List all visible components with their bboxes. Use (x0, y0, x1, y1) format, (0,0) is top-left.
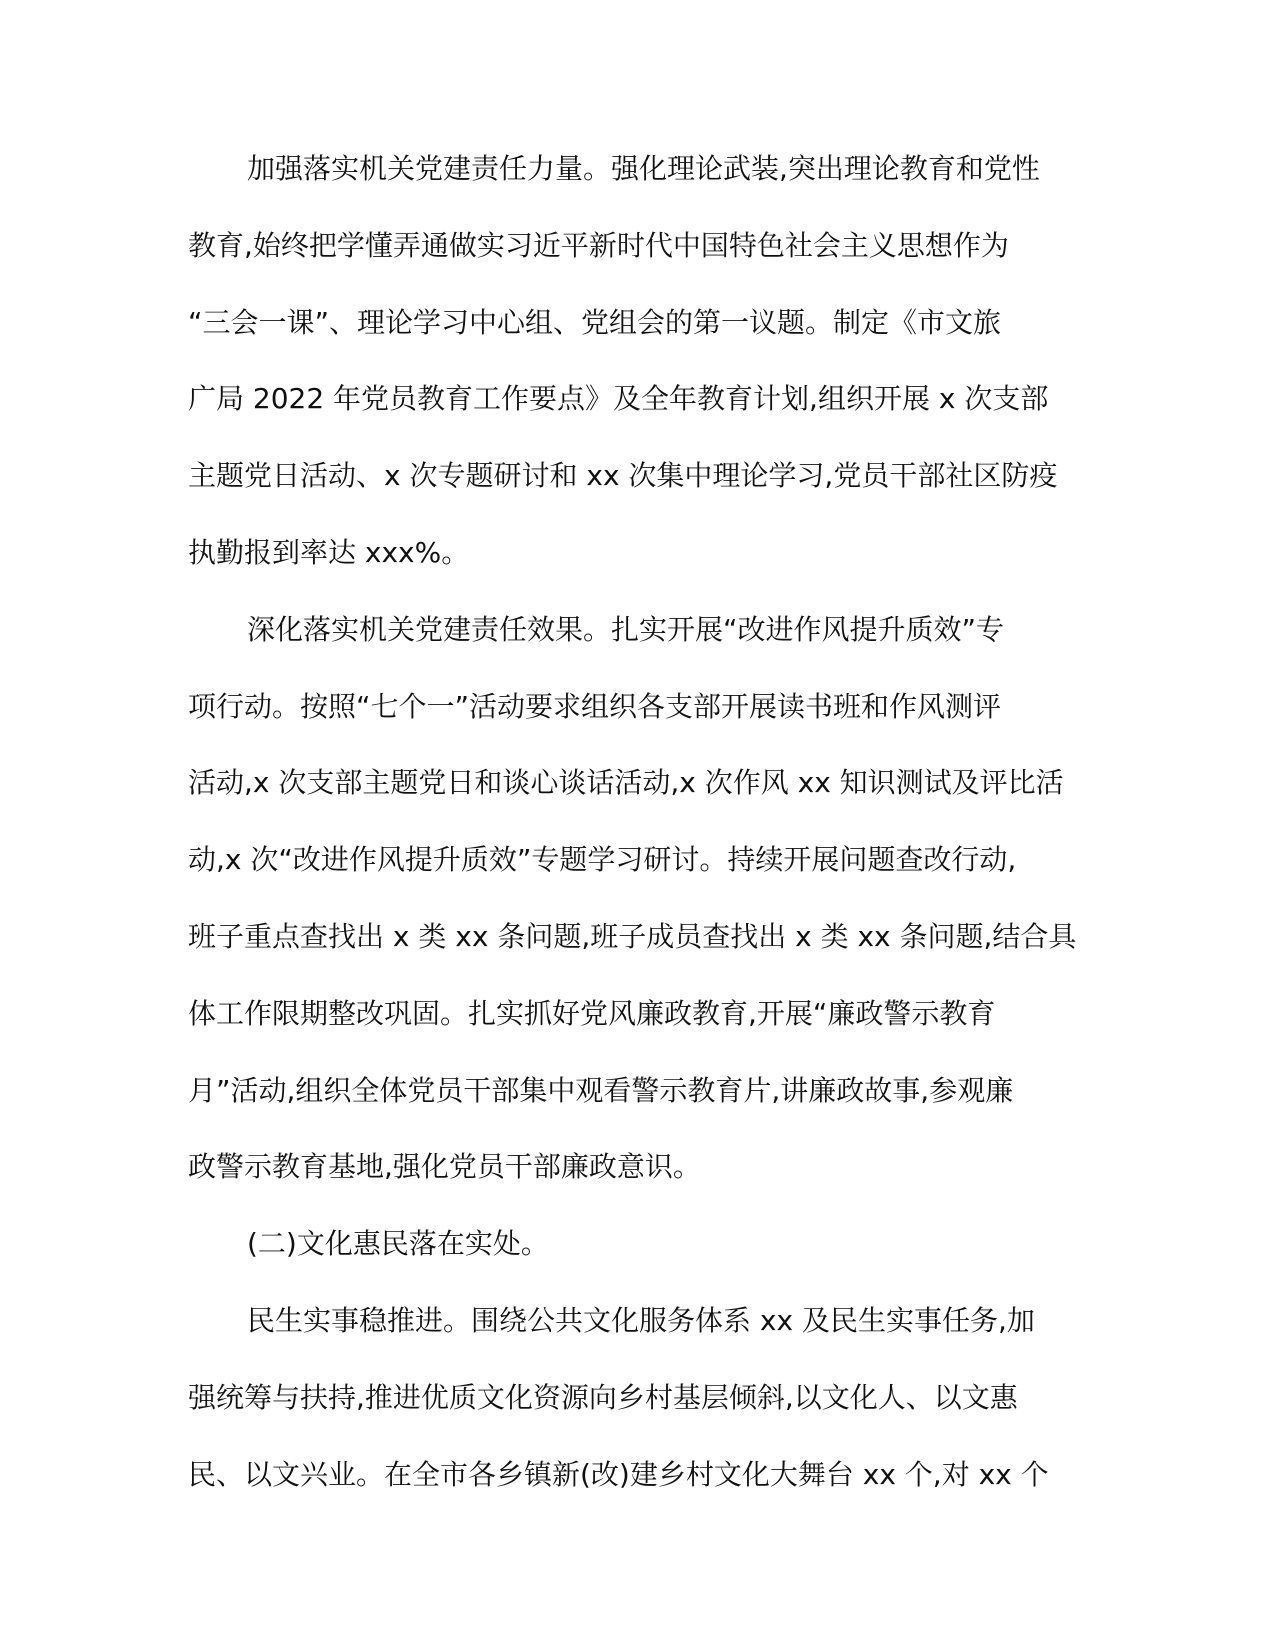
paragraph-line: 动,x 次“改进作风提升质效”专题学习研讨。持续开展问题查改行动, (188, 843, 1017, 877)
paragraph-line: 民生实事稳推进。围绕公共文化服务体系 xx 及民生实事任务,加 (247, 1303, 1035, 1337)
section-heading: (二)文化惠民落在实处。 (247, 1227, 549, 1261)
paragraph-line: 深化落实机关党建责任效果。扎实开展“改进作风提升质效”专 (247, 612, 1005, 646)
paragraph-line: 主题党日活动、x 次专题研讨和 xx 次集中理论学习,党员干部社区防疫 (188, 459, 1058, 493)
paragraph-line: “三会一课”、理论学习中心组、党组会的第一议题。制定《市文旅 (188, 305, 1002, 339)
paragraph-line: 加强落实机关党建责任力量。强化理论武装,突出理论教育和党性 (247, 152, 1040, 185)
paragraph-line: 强统筹与扶持,推进优质文化资源向乡村基层倾斜,以文化人、以文惠 (188, 1380, 1018, 1414)
paragraph-line: 教育,始终把学懂弄通做实习近平新时代中国特色社会主义思想作为 (188, 228, 1009, 262)
body-text (188, 137, 1088, 1519)
paragraph-line: 执勤报到率达 xxx%。 (188, 535, 470, 569)
paragraph-line: 民、以文兴业。在全市各乡镇新(改)建乡村文化大舞台 xx 个,对 xx 个 (188, 1457, 1049, 1491)
paragraph-line: 体工作限期整改巩固。扎实抓好党风廉政教育,开展“廉政警示教育 (188, 996, 996, 1030)
paragraph-line: 广局 2022 年党员教育工作要点》及全年教育计划,组织开展 x 次支部 (188, 382, 1049, 416)
paragraph-line: 政警示教育基地,强化党员干部廉政意识。 (188, 1150, 701, 1184)
paragraph-line: 活动,x 次支部主题党日和谈心谈话活动,x 次作风 xx 知识测试及评比活 (188, 766, 1064, 800)
paragraph-line: 项行动。按照“七个一”活动要求组织各支部开展读书班和作风测评 (188, 689, 1002, 723)
paragraph-line: 月”活动,组织全体党员干部集中观看警示教育片,讲廉政故事,参观廉 (188, 1073, 1014, 1107)
paragraph-line: 班子重点查找出 x 类 xx 条问题,班子成员查找出 x 类 xx 条问题,结合具 (188, 919, 1077, 953)
